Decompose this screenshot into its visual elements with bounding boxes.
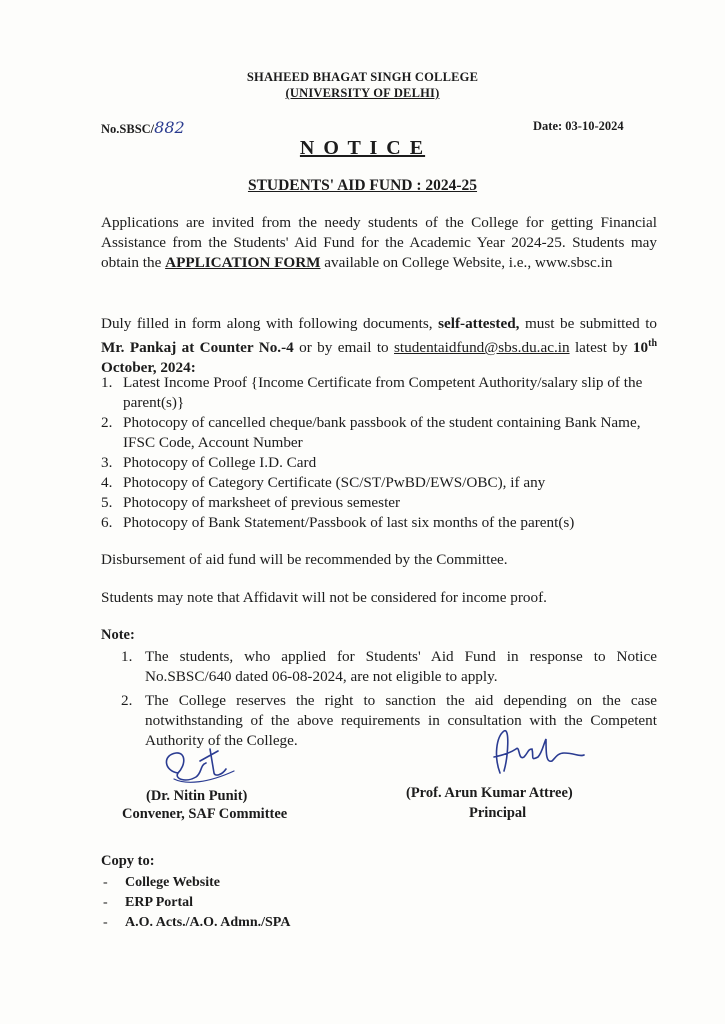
list-number: 4. xyxy=(101,474,113,491)
list-text: A.O. Acts./A.O. Admn./SPA xyxy=(125,915,291,930)
list-item xyxy=(101,513,657,533)
list-dash: - xyxy=(103,895,108,910)
list-item xyxy=(101,453,657,473)
convener-name: (Dr. Nitin Punit) xyxy=(146,788,248,804)
list-text: ERP Portal xyxy=(125,895,194,910)
counter-emphasis: Mr. Pankaj at Counter No.-4 xyxy=(101,339,294,357)
convener-title: Convener, SAF Committee xyxy=(122,806,288,822)
copy-to-list xyxy=(101,873,290,933)
list-number: 1. xyxy=(101,374,113,391)
list-text: The College reserves the right to sanction the aid depending on the case notwithstanding of the above requirements in consultation with the Competent Authority of the College. xyxy=(145,692,657,749)
list-number: 1. xyxy=(121,648,133,665)
email-link[interactable]: studentaidfund@sbs.du.ac.in xyxy=(394,339,570,357)
notice-subject: STUDENTS' AID FUND : 2024-25 xyxy=(247,177,478,194)
disbursement-text: Disbursement of aid fund will be recommended by the Committee. xyxy=(101,551,508,568)
deadline-rest: October, 2024: xyxy=(101,359,196,377)
application-form-emphasis: APPLICATION FORM xyxy=(165,254,321,271)
para2-t2: must be submitted to xyxy=(524,315,658,332)
note-label: Note: xyxy=(101,627,135,643)
paragraph-applications xyxy=(101,213,657,273)
affidavit-text: Students may note that Affidavit will not be considered for income proof. xyxy=(101,589,547,606)
reference-prefix: No.SBSC/ xyxy=(101,122,155,136)
signature-convener xyxy=(156,743,246,791)
list-text: Photocopy of College I.D. Card xyxy=(123,454,317,471)
list-item xyxy=(121,647,657,687)
copy-to-label: Copy to: xyxy=(101,853,155,869)
list-item xyxy=(101,893,290,913)
para2-t3: or by email to xyxy=(299,339,389,357)
list-number: 2. xyxy=(121,692,133,709)
deadline-sup: th xyxy=(648,338,658,349)
principal-title: Principal xyxy=(469,805,527,821)
college-name: SHAHEED BHAGAT SINGH COLLEGE xyxy=(246,70,479,84)
list-item xyxy=(101,493,657,513)
signature-principal xyxy=(480,727,590,783)
list-text: Photocopy of Category Certificate (SC/ST/PwBD/EWS/OBC), if any xyxy=(123,474,546,491)
list-item xyxy=(101,873,290,893)
para1-text-after: available on College Website, i.e., www.sbsc.in xyxy=(324,254,613,271)
list-number: 5. xyxy=(101,494,113,511)
list-text: Photocopy of cancelled cheque/bank passbook of the student containing Bank Name, IFSC Code, Account Number xyxy=(123,414,641,451)
list-number: 2. xyxy=(101,414,113,431)
reference-handwritten-number: 882 xyxy=(154,118,185,137)
list-dash: - xyxy=(103,915,108,930)
notice-title: N O T I C E xyxy=(299,137,426,159)
list-text: The students, who applied for Students' Aid Fund in response to Notice No.SBSC/640 dated 06-08-2024, are not eligible to apply. xyxy=(145,648,657,685)
para2-t4: latest by xyxy=(574,339,628,357)
reference-number xyxy=(101,118,185,137)
list-text: Photocopy of marksheet of previous semester xyxy=(123,494,401,511)
list-text: Latest Income Proof {Income Certificate from Competent Authority/salary slip of the parent(s)} xyxy=(123,374,643,411)
list-item xyxy=(101,413,657,453)
university-name: (UNIVERSITY OF DELHI) xyxy=(285,86,440,100)
para2-t1: Duly filled in form along with following documents, xyxy=(101,315,433,332)
list-dash: - xyxy=(103,875,108,890)
notice-date: Date: 03-10-2024 xyxy=(533,119,624,133)
list-number: 3. xyxy=(101,454,113,471)
list-item xyxy=(101,913,290,933)
list-text: Photocopy of Bank Statement/Passbook of last six months of the parent(s) xyxy=(123,514,575,531)
principal-name: (Prof. Arun Kumar Attree) xyxy=(406,785,573,801)
paragraph-submission xyxy=(101,314,657,378)
list-text: College Website xyxy=(125,875,221,890)
documents-list xyxy=(101,373,657,533)
para1-text: Applications are invited from the needy students of the College for getting Financial Assistance from the Students' Aid Fund for the Academic Year 2024-25. Students may obtain the xyxy=(101,214,657,271)
self-attested-emphasis: self-attested, xyxy=(438,315,520,332)
list-number: 6. xyxy=(101,514,113,531)
list-item xyxy=(101,373,657,413)
deadline-day: 10 xyxy=(632,339,649,357)
list-item xyxy=(101,473,657,493)
